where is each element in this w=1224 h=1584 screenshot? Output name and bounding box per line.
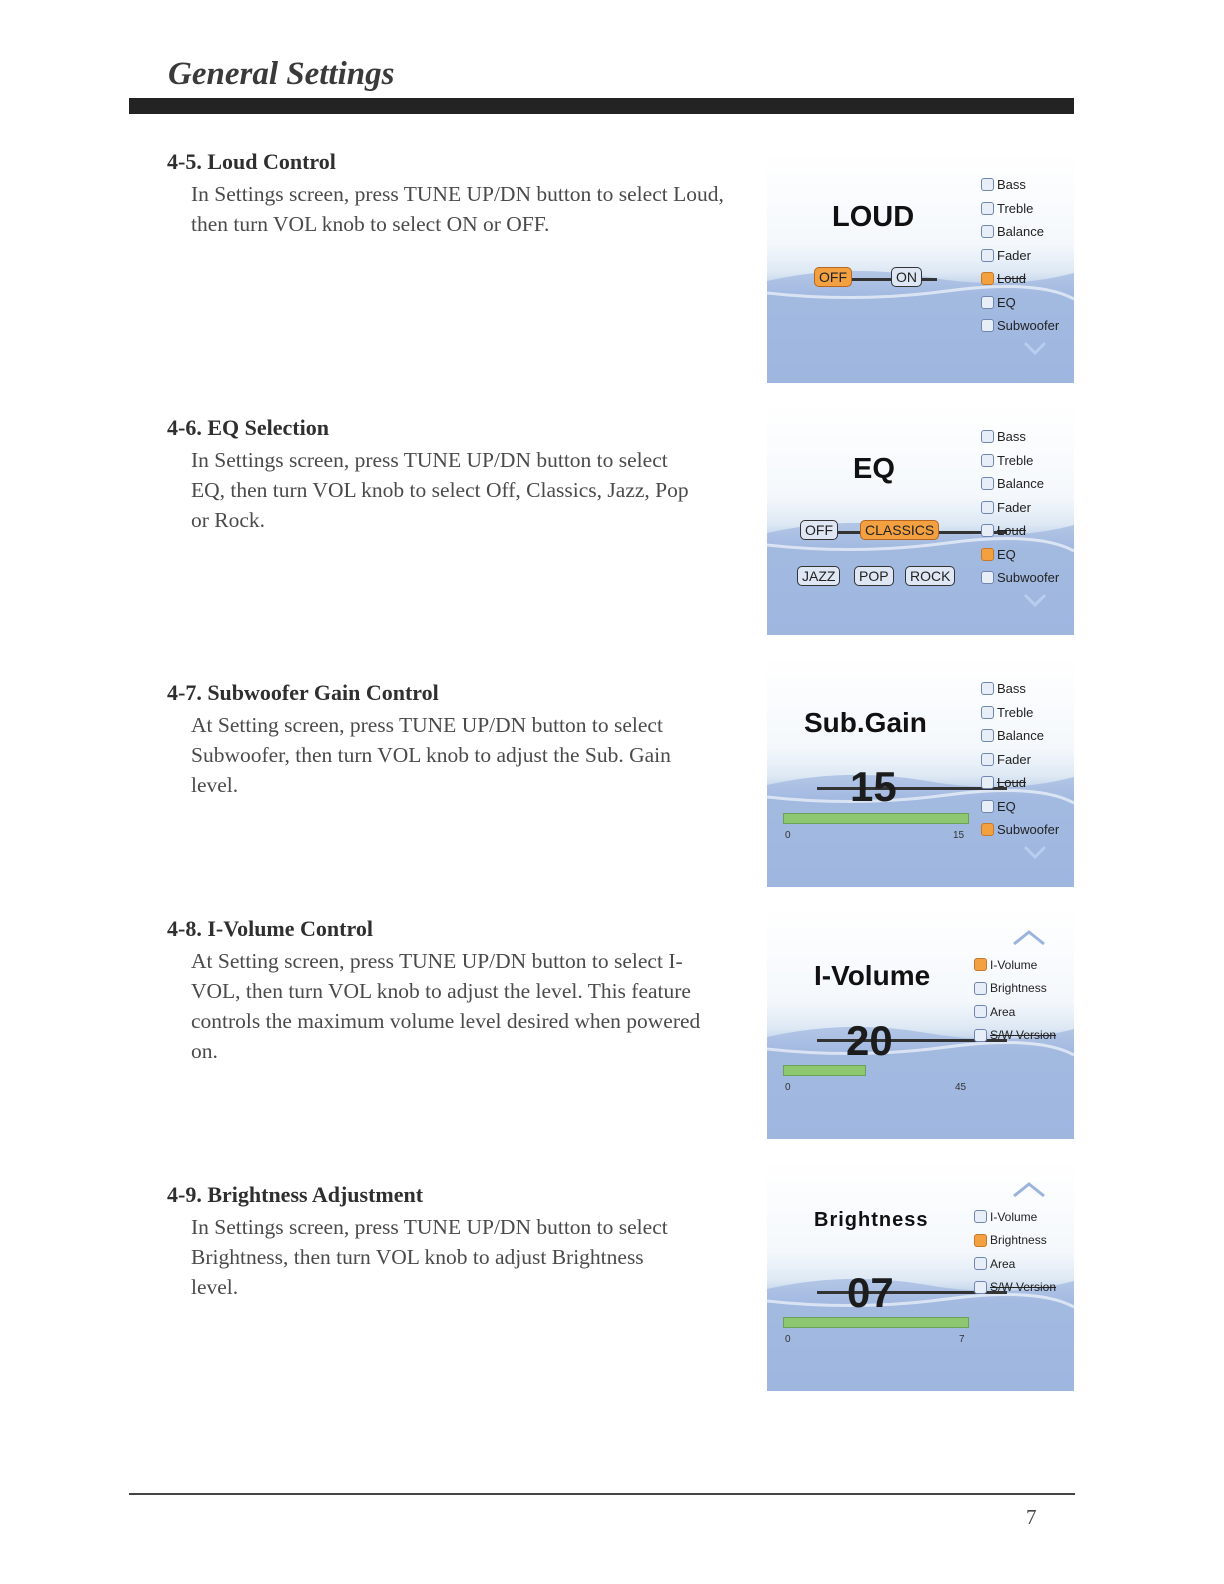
chevron-up-icon[interactable]: [1011, 1181, 1047, 1199]
menu-item-bass[interactable]: Bass: [981, 677, 1059, 701]
min-label: 0: [785, 830, 791, 841]
section-brightness: [167, 1182, 727, 1302]
min-label: 0: [785, 1082, 791, 1093]
option-on[interactable]: ON: [891, 267, 922, 287]
menu-item-treble[interactable]: Treble: [981, 701, 1059, 725]
option-rock[interactable]: ROCK: [905, 566, 955, 586]
menu-item-fader[interactable]: Fader: [981, 496, 1059, 520]
level-track: [817, 787, 1007, 790]
brightness-screen: [767, 1161, 1074, 1391]
page-title: General Settings: [168, 56, 395, 92]
menu-item-area[interactable]: Area: [974, 1000, 1056, 1024]
screen-title: Sub.Gain: [804, 707, 927, 738]
menu-item-balance[interactable]: Balance: [981, 472, 1059, 496]
option-jazz[interactable]: JAZZ: [797, 566, 840, 586]
menu-item-eq[interactable]: EQ: [981, 291, 1059, 315]
max-label: 7: [959, 1334, 965, 1345]
menu-item-bass[interactable]: Bass: [981, 173, 1059, 197]
section-i-volume: [167, 916, 727, 1066]
screen-title: LOUD: [832, 201, 915, 233]
section-heading: 4-5. Loud Control: [167, 149, 336, 174]
menu-item-treble[interactable]: Treble: [981, 197, 1059, 221]
menu-item-treble[interactable]: Treble: [981, 449, 1059, 473]
menu-item-loud[interactable]: Loud: [981, 771, 1059, 795]
menu-item-fader[interactable]: Fader: [981, 748, 1059, 772]
subgain-screen: [767, 657, 1074, 887]
menu-item-balance[interactable]: Balance: [981, 220, 1059, 244]
menu-item-eq[interactable]: EQ: [981, 795, 1059, 819]
menu-item-balance[interactable]: Balance: [981, 724, 1059, 748]
section-loud-control: [167, 149, 727, 239]
section-eq-selection: [167, 415, 727, 535]
menu-item-subwoofer[interactable]: Subwoofer: [981, 566, 1059, 590]
title-divider: [129, 98, 1074, 114]
ivolume-screen: [767, 909, 1074, 1139]
menu-item-loud[interactable]: Loud: [981, 267, 1059, 291]
menu-item-subwoofer[interactable]: Subwoofer: [981, 314, 1059, 338]
section-body: At Setting screen, press TUNE UP/DN button to select Subwoofer, then turn VOL knob to adjust the Sub. Gain level.: [191, 713, 671, 797]
option-pop[interactable]: POP: [854, 566, 894, 586]
section-heading: 4-8. I-Volume Control: [167, 916, 373, 941]
section-subwoofer-gain: [167, 680, 727, 800]
chevron-up-icon[interactable]: [1011, 929, 1047, 947]
level-bar: [783, 1317, 969, 1328]
option-off[interactable]: OFF: [800, 520, 838, 540]
value-readout: 15: [850, 763, 897, 810]
section-body: In Settings screen, press TUNE UP/DN button to select Brightness, then turn VOL knob to adjust Brightness level.: [191, 1215, 668, 1299]
min-label: 0: [785, 1334, 791, 1345]
level-bar: [783, 813, 969, 824]
menu-item-i-volume[interactable]: I-Volume: [974, 1205, 1056, 1229]
section-heading: 4-9. Brightness Adjustment: [167, 1182, 424, 1207]
level-bar: [783, 1065, 866, 1076]
menu-item-bass[interactable]: Bass: [981, 425, 1059, 449]
value-readout: 20: [846, 1017, 893, 1064]
menu-item-area[interactable]: Area: [974, 1252, 1056, 1276]
section-body: In Settings screen, press TUNE UP/DN button to select Loud, then turn VOL knob to select ON or OFF.: [191, 182, 724, 236]
menu-item-brightness[interactable]: Brightness: [974, 1229, 1056, 1253]
max-label: 45: [955, 1082, 967, 1093]
screen-title: I-Volume: [814, 960, 931, 991]
menu-item-i-volume[interactable]: I-Volume: [974, 953, 1056, 977]
option-off[interactable]: OFF: [814, 267, 852, 287]
section-body: At Setting screen, press TUNE UP/DN button to select I-VOL, then turn VOL knob to adjust the level. This feature controls the maximum volume level desired when powered on.: [191, 949, 701, 1063]
menu-item-eq[interactable]: EQ: [981, 543, 1059, 567]
max-label: 15: [953, 830, 965, 841]
menu-item-fader[interactable]: Fader: [981, 244, 1059, 268]
menu-item-sw-version[interactable]: S/W Version: [974, 1276, 1056, 1300]
menu-item-loud[interactable]: Loud: [981, 519, 1059, 543]
screen-title: Brightness: [814, 1209, 929, 1231]
settings-menu: [974, 953, 1056, 1047]
value-readout: 07: [847, 1269, 894, 1316]
settings-menu: [981, 173, 1059, 338]
menu-item-brightness[interactable]: Brightness: [974, 977, 1056, 1001]
settings-menu: [981, 677, 1059, 842]
footer-divider: [129, 1493, 1075, 1495]
option-classics[interactable]: CLASSICS: [860, 520, 939, 540]
menu-item-subwoofer[interactable]: Subwoofer: [981, 818, 1059, 842]
section-heading: 4-7. Subwoofer Gain Control: [167, 680, 439, 705]
eq-screen: [767, 405, 1074, 635]
page-number: 7: [1026, 1505, 1037, 1529]
menu-item-sw-version[interactable]: S/W Version: [974, 1024, 1056, 1048]
screen-title: EQ: [853, 453, 895, 485]
settings-menu: [981, 425, 1059, 590]
section-heading: 4-6. EQ Selection: [167, 415, 329, 440]
section-body: In Settings screen, press TUNE UP/DN button to select EQ, then turn VOL knob to select Off, Classics, Jazz, Pop or Rock.: [191, 448, 689, 532]
loud-screen: [767, 153, 1074, 383]
settings-menu: [974, 1205, 1056, 1299]
